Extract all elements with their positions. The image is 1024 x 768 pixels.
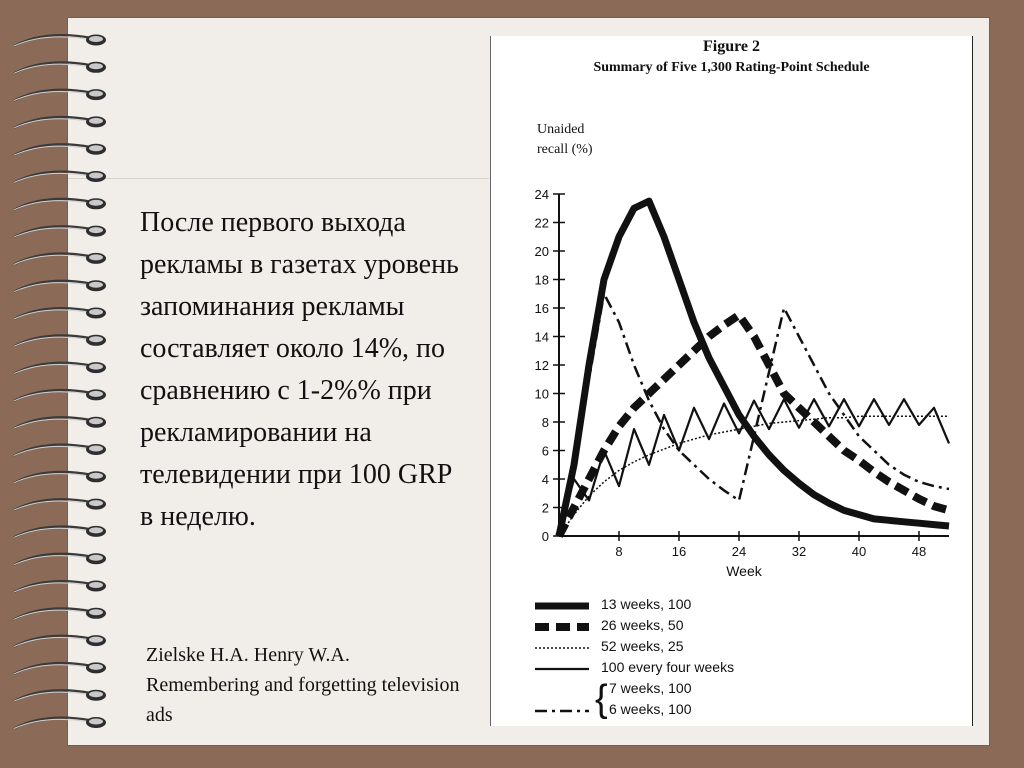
x-axis-label: Week — [726, 563, 762, 579]
spiral-ring — [14, 717, 106, 729]
x-tick-label: 32 — [791, 544, 807, 559]
legend-entry — [531, 638, 951, 658]
spiral-ring — [14, 635, 106, 647]
legend-label: 7 weeks, 100 — [609, 680, 692, 696]
chart-title: Figure 2 — [702, 38, 761, 55]
series-line-4 — [559, 399, 949, 536]
spiral-ring — [14, 226, 106, 238]
y-tick-label: 24 — [534, 187, 549, 202]
legend-swatch — [531, 680, 593, 700]
legend-label: 6 weeks, 100 — [609, 701, 692, 717]
y-tick-label: 18 — [534, 272, 549, 288]
spiral-ring — [14, 526, 106, 538]
y-tick-label: 4 — [541, 472, 549, 487]
spiral-ring — [14, 198, 106, 210]
legend-entry — [531, 701, 951, 721]
divider-line — [68, 178, 489, 179]
spiral-ring — [14, 471, 106, 483]
recall-chart — [491, 36, 972, 596]
legend-label: 26 weeks, 50 — [601, 617, 684, 633]
x-tick-label: 48 — [911, 544, 927, 559]
legend-swatch — [531, 701, 593, 721]
spiral-ring — [14, 116, 106, 128]
legend-entry — [531, 596, 951, 616]
spiral-ring — [14, 608, 106, 620]
legend-swatch — [531, 617, 593, 637]
x-tick-label: 24 — [731, 544, 747, 559]
spiral-ring — [14, 444, 106, 456]
legend-swatch — [531, 596, 593, 616]
spiral-ring — [14, 553, 106, 565]
spiral-ring — [14, 171, 106, 183]
y-tick-label: 22 — [534, 215, 549, 231]
spiral-ring — [14, 308, 106, 320]
y-tick-label: 12 — [534, 358, 549, 373]
spiral-ring — [14, 35, 106, 47]
y-tick-label: 20 — [534, 244, 549, 259]
spiral-ring — [14, 499, 106, 511]
spiral-ring — [14, 581, 106, 593]
series-line-5 — [559, 294, 949, 536]
spiral-ring — [14, 362, 106, 374]
chart-subtitle: Summary of Five 1,300 Rating-Point Schedule — [593, 60, 870, 75]
y-axis-label: Unaided recall (%) — [537, 122, 593, 157]
legend-brace: { — [595, 678, 608, 720]
legend-label: 13 weeks, 100 — [601, 596, 692, 612]
y-tick-label: 2 — [541, 500, 549, 516]
legend-label: 52 weeks, 25 — [601, 638, 684, 654]
spiral-ring — [14, 690, 106, 702]
x-tick-label: 40 — [851, 544, 867, 559]
legend-swatch — [531, 638, 593, 658]
y-tick-label: 0 — [541, 529, 549, 544]
spiral-ring — [14, 662, 106, 674]
spiral-ring — [14, 253, 106, 265]
y-tick-label: 10 — [534, 386, 549, 402]
y-tick-label: 16 — [534, 301, 549, 316]
legend-entry — [531, 659, 951, 679]
legend-label: 100 every four weeks — [601, 659, 735, 675]
spiral-ring — [14, 389, 106, 401]
y-tick-label: 6 — [541, 443, 549, 459]
x-tick-label: 8 — [615, 544, 623, 559]
spiral-ring — [14, 335, 106, 347]
spiral-binding — [0, 0, 120, 768]
legend-swatch — [531, 659, 593, 679]
spiral-ring — [14, 417, 106, 429]
figure-panel — [490, 36, 973, 726]
x-tick-label: 16 — [671, 544, 687, 559]
slide-citation: Zielske H.A. Henry W.A. Remembering and forgetting television ads — [146, 644, 460, 726]
spiral-ring — [14, 144, 106, 156]
spiral-ring — [14, 62, 106, 74]
y-tick-label: 14 — [534, 329, 549, 345]
y-tick-label: 8 — [541, 415, 549, 430]
series-line-1 — [559, 201, 949, 536]
legend-entry — [531, 617, 951, 637]
spiral-ring — [14, 280, 106, 292]
spiral-ring — [14, 89, 106, 101]
slide-main-text: После первого выхода рекламы в газетах уровень запоминания рекламы составляет около 14%, по сравнению с 1-2%% при рекламировании на телевидении при 100 GRP в неделю. — [140, 207, 459, 532]
